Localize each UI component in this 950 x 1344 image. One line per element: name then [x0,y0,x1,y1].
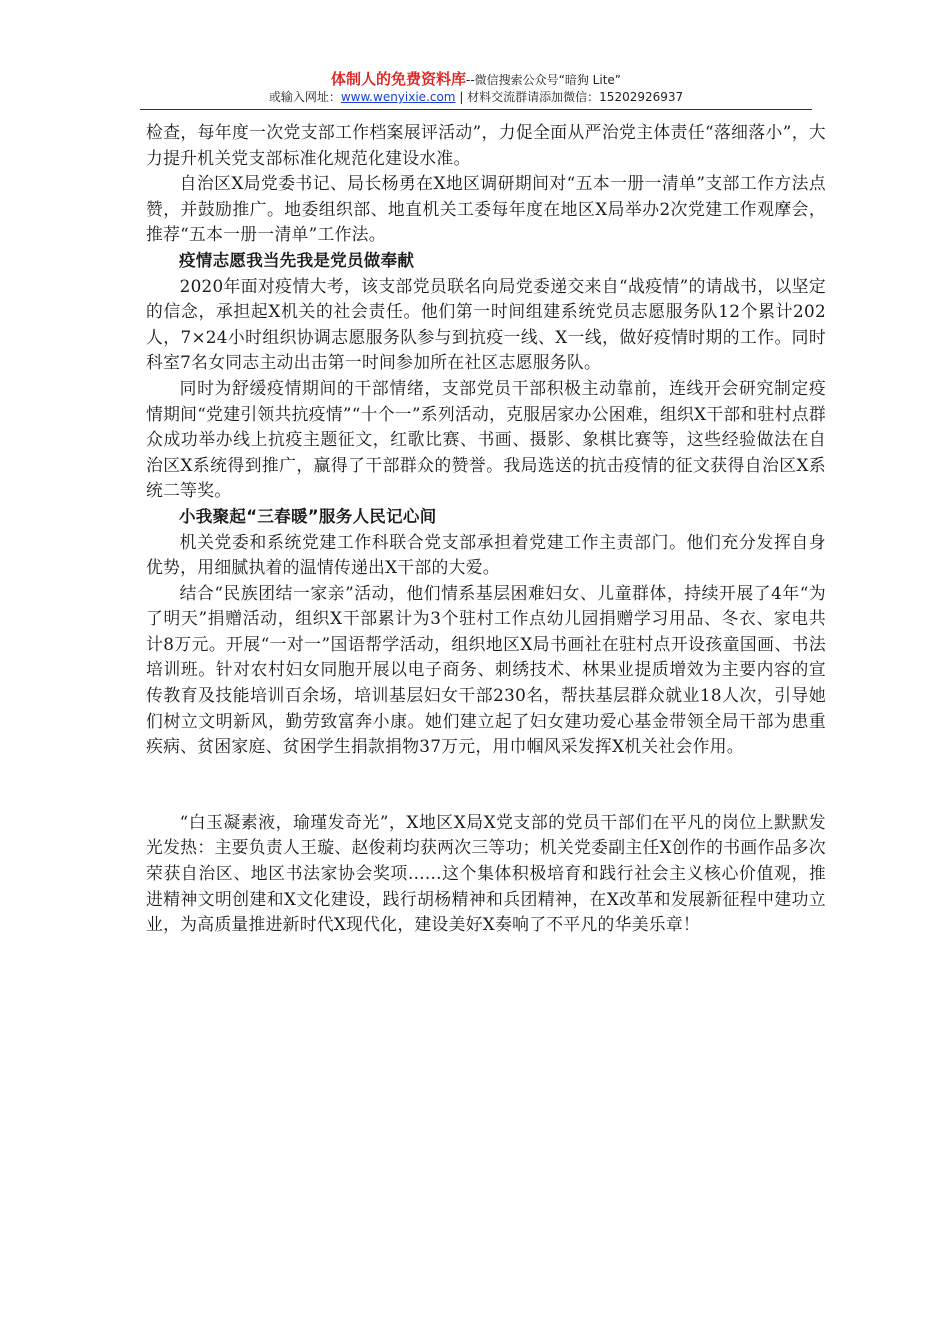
page-header [140,70,812,106]
header-subtitle: --微信搜索公众号“暗狗 Lite” [465,73,622,87]
document-body [146,120,826,938]
header-contact-line [140,89,812,106]
header-url-prefix: 或输入网址： [268,90,341,104]
header-contact: | 材料交流群请添加微信：15202926937 [455,90,684,104]
paragraph-3: 2020年面对疫情大考，该支部党员联名向局党委递交来自“战疫情”的请战书，以坚定的信念，承担起X机关的社会责任。他们第一时间组建系统党员志愿服务队12个累计202人，7×24小时组织协调志愿服务队参与到抗疫一线、X一线，做好疫情时期的工作。同时科室7名女同志主动出击第一时间参加所在社区志愿服务队。 [146,275,826,373]
paragraph-7: “白玉凝素液，瑜瑾发奇光”，X地区X局X党支部的党员干部们在平凡的岗位上默默发光发热：主要负责人王璇、赵俊莉均获两次三等功；机关党委副主任X创作的书画作品多次荣获自治区、地区书法家协会奖项......这个集体积极培育和践行社会主义核心价值观，推进精神文明创建和X文化建设，践行胡杨精神和兵团精神，在X改革和发展新征程中建功立业，为高质量推进新时代X现代化，建设美好X奏响了不平凡的华美乐章！ [146,811,826,935]
header-title-line [140,70,812,89]
section-heading-2: 小我聚起“三春暖”服务人民记心间 [179,506,437,526]
blank-space [146,760,826,810]
header-brand: 体制人的免费资料库 [330,70,466,88]
header-divider [140,109,812,110]
section-heading-1: 疫情志愿我当先我是党员做奉献 [179,250,415,270]
paragraph-4: 同时为舒缓疫情期间的干部情绪，支部党员干部积极主动靠前，连线开会研究制定疫情期间“党建引领共抗疫情”“十个一”系列活动，克服居家办公困难，组织X干部和驻村点群众成功举办线上抗疫主题征文，红歌比赛、书画、摄影、象棋比赛等，这些经验做法在自治区X系统得到推广，赢得了干部群众的赞誉。我局选送的抗击疫情的征文获得自治区X系统二等奖。 [146,377,826,501]
paragraph-2: 自治区X局党委书记、局长杨勇在X地区调研期间对“五本一册一清单”支部工作方法点赞，并鼓励推广。地委组织部、地直机关工委每年度在地区X局举办2次党建工作观摩会，推荐“五本一册一清单”工作法。 [146,173,826,245]
paragraph-1: 检查，每年度一次党支部工作档案展评活动”，力促全面从严治党主体责任“落细落小”，大力提升机关党支部标准化规范化建设水准。 [146,122,826,168]
paragraph-5: 机关党委和系统党建工作科联合党支部承担着党建工作主责部门。他们充分发挥自身优势，用细腻执着的温情传递出X干部的大爱。 [146,531,826,578]
header-url-link[interactable]: www.wenyixie.com [340,90,456,104]
paragraph-6: 结合“民族团结一家亲”活动，他们情系基层困难妇女、儿童群体，持续开展了4年“为了明天”捐赠活动，组织X干部累计为3个驻村工作点幼儿园捐赠学习用品、冬衣、家电共计8万元。开展“一对一”国语帮学活动，组织地区X局书画社在驻村点开设孩童国画、书法培训班。针对农村妇女同胞开展以电子商务、刺绣技术、林果业提质增效为主要内容的宣传教育及技能培训百余场，培训基层妇女干部230名，帮扶基层群众就业18人次，引导她们树立文明新风，勤劳致富奔小康。她们建立起了妇女建功爱心基金带领全局干部为患重疾病、贫困家庭、贫困学生捐款捐物37万元，用巾帼风采发挥X机关社会作用。 [146,582,826,757]
